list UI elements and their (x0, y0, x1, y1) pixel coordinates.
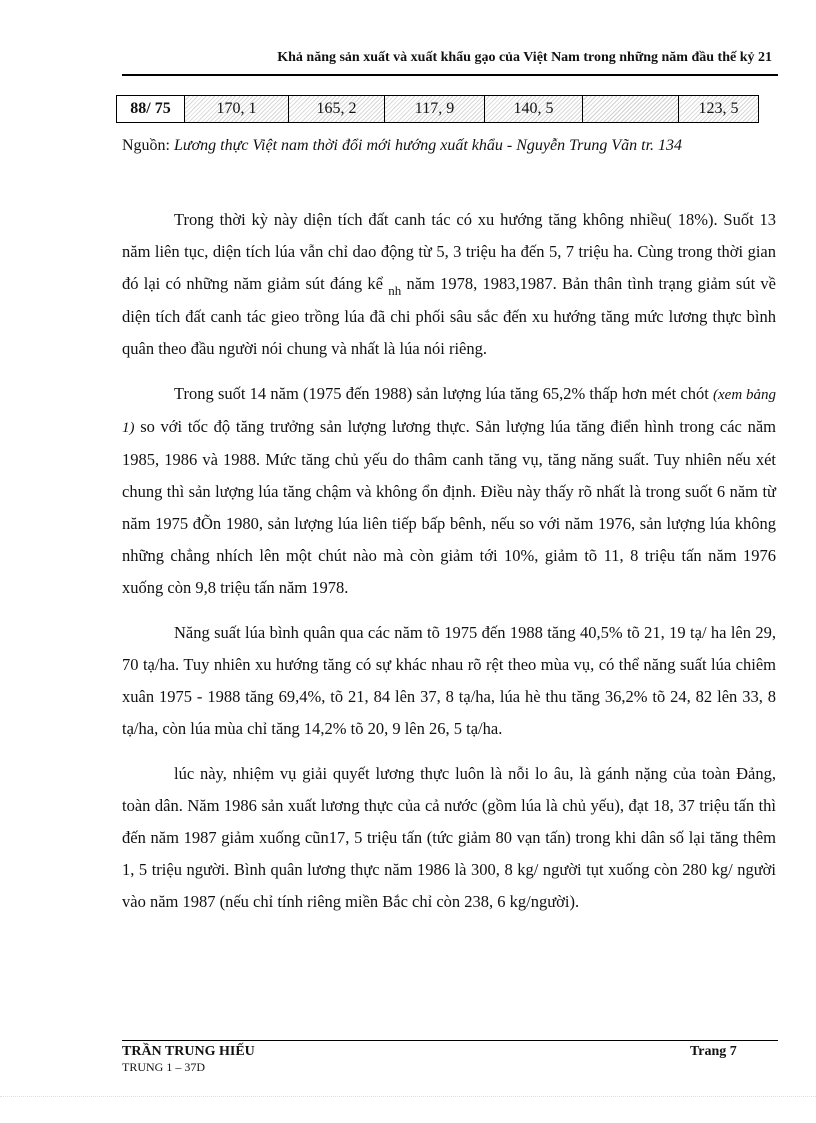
paragraph-4: lúc này, nhiệm vụ giải quyết lương thực luôn là nỗi lo âu, là gánh nặng của toàn Đảng, toàn dân. Năm 1986 sản xuất lương thực của cả nước (gồm lúa là chủ yếu), đạt 18, 37 triệu tấn thì đến năm 1987 giảm xuống cũn17, 5 triệu tấn (tức giảm 80 vạn tấn) trong khi dân số lại tăng thêm 1, 5 triệu người. Bình quân lương thực năm 1986 là 300, 8 kg/ người tụt xuống còn 280 kg/ người vào năm 1987 (nếu chỉ tính riêng miền Bắc chỉ còn 238, 6 kg/người). (122, 764, 776, 911)
source-label: Nguồn: (122, 137, 174, 154)
paragraph-1-subscript: nh (388, 283, 402, 298)
footer-class: TRUNG 1 – 37D (122, 1060, 205, 1074)
page-bottom-divider (0, 1096, 816, 1097)
table-cell: 123, 5 (679, 96, 759, 123)
page-header-title: Khả năng sản xuất và xuất khẩu gạo của Việt Nam trong những năm đầu thế kỷ 21 (277, 50, 772, 65)
paragraph-1-part-1: Trong thời kỳ này diện tích đất canh tác có xu hướng tăng không nhiều( 18%). Suốt 13 năm liên tục, diện tích lúa vẫn chỉ dao động từ 5, 3 triệu ha đến 5, 7 triệu ha. Cùng trong thời gian đó lại có những năm giảm sút đáng kể (122, 210, 776, 293)
paragraph-1 (122, 204, 776, 365)
data-table-row-fragment (116, 95, 759, 123)
footer-author: TRẦN TRUNG HIẾU (122, 1044, 255, 1059)
body-text (122, 204, 776, 931)
table-row (117, 96, 759, 123)
table-cell: 165, 2 (289, 96, 385, 123)
header-divider (122, 74, 778, 76)
paragraph-3: Năng suất lúa bình quân qua các năm tõ 1975 đến 1988 tăng 40,5% tõ 21, 19 tạ/ ha lên 29, 70 tạ/ha. Tuy nhiên xu hướng tăng có sự khác nhau rõ rệt theo mùa vụ, có thể năng suất lúa chiêm xuân 1975 - 1988 tăng 69,4%, tõ 21, 84 lên 37, 8 tạ/ha, lúa hè thu tăng 36,2% tõ 24, 82 lên 33, 8 tạ/ha, còn lúa mùa chỉ tăng 14,2% tõ 20, 9 lên 26, 5 tạ/ha. (122, 623, 776, 738)
page-number: Trang 7 (690, 1044, 737, 1059)
paragraph-1-part-2: năm 1978, 1983,1987. Bản thân tình trạng giảm sút về diện tích đất canh tác gieo trồng lúa đã chi phối sâu sắc đến xu hướng tăng mức lương thực bình quân theo đầu người nói chung và nhất là lúa nói riêng. (122, 274, 776, 358)
table-cell: 117, 9 (385, 96, 485, 123)
table-cell (583, 96, 679, 123)
table-cell: 88/ 75 (117, 96, 185, 123)
source-text: Lương thực Việt nam thời đổi mới hướng xuất khẩu - Nguyễn Trung Vãn tr. 134 (174, 137, 683, 154)
table-reference: (xem bảng 1) (122, 387, 776, 436)
paragraph-2-part-1: Trong suốt 14 năm (1975 đến 1988) sản lượng lúa tăng 65,2% thấp hơn mét chót (174, 384, 714, 403)
footer-divider (122, 1040, 778, 1041)
table-cell: 140, 5 (485, 96, 583, 123)
table-cell: 170, 1 (185, 96, 289, 123)
source-citation (122, 132, 778, 160)
paragraph-2 (122, 378, 776, 604)
paragraph-2-part-2: so với tốc độ tăng trưởng sản lượng lương thực. Sản lượng lúa tăng điển hình trong các năm 1985, 1986 và 1988. Mức tăng chủ yếu do thâm canh tăng vụ, tăng năng suất. Tuy nhiên nếu xét chung thì sản lượng lúa tăng chậm và không ổn định. Điều này thấy rõ nhất là trong suốt 6 năm từ năm 1975 đÕn 1980, sản lượng lúa liên tiếp bấp bênh, nếu so với năm 1976, sản lượng lúa không những chẳng nhích lên một chút nào mà còn giảm tới 10%, giảm tõ 11, 8 triệu tấn năm 1976 xuống còn 9,8 triệu tấn năm 1978. (122, 417, 776, 597)
